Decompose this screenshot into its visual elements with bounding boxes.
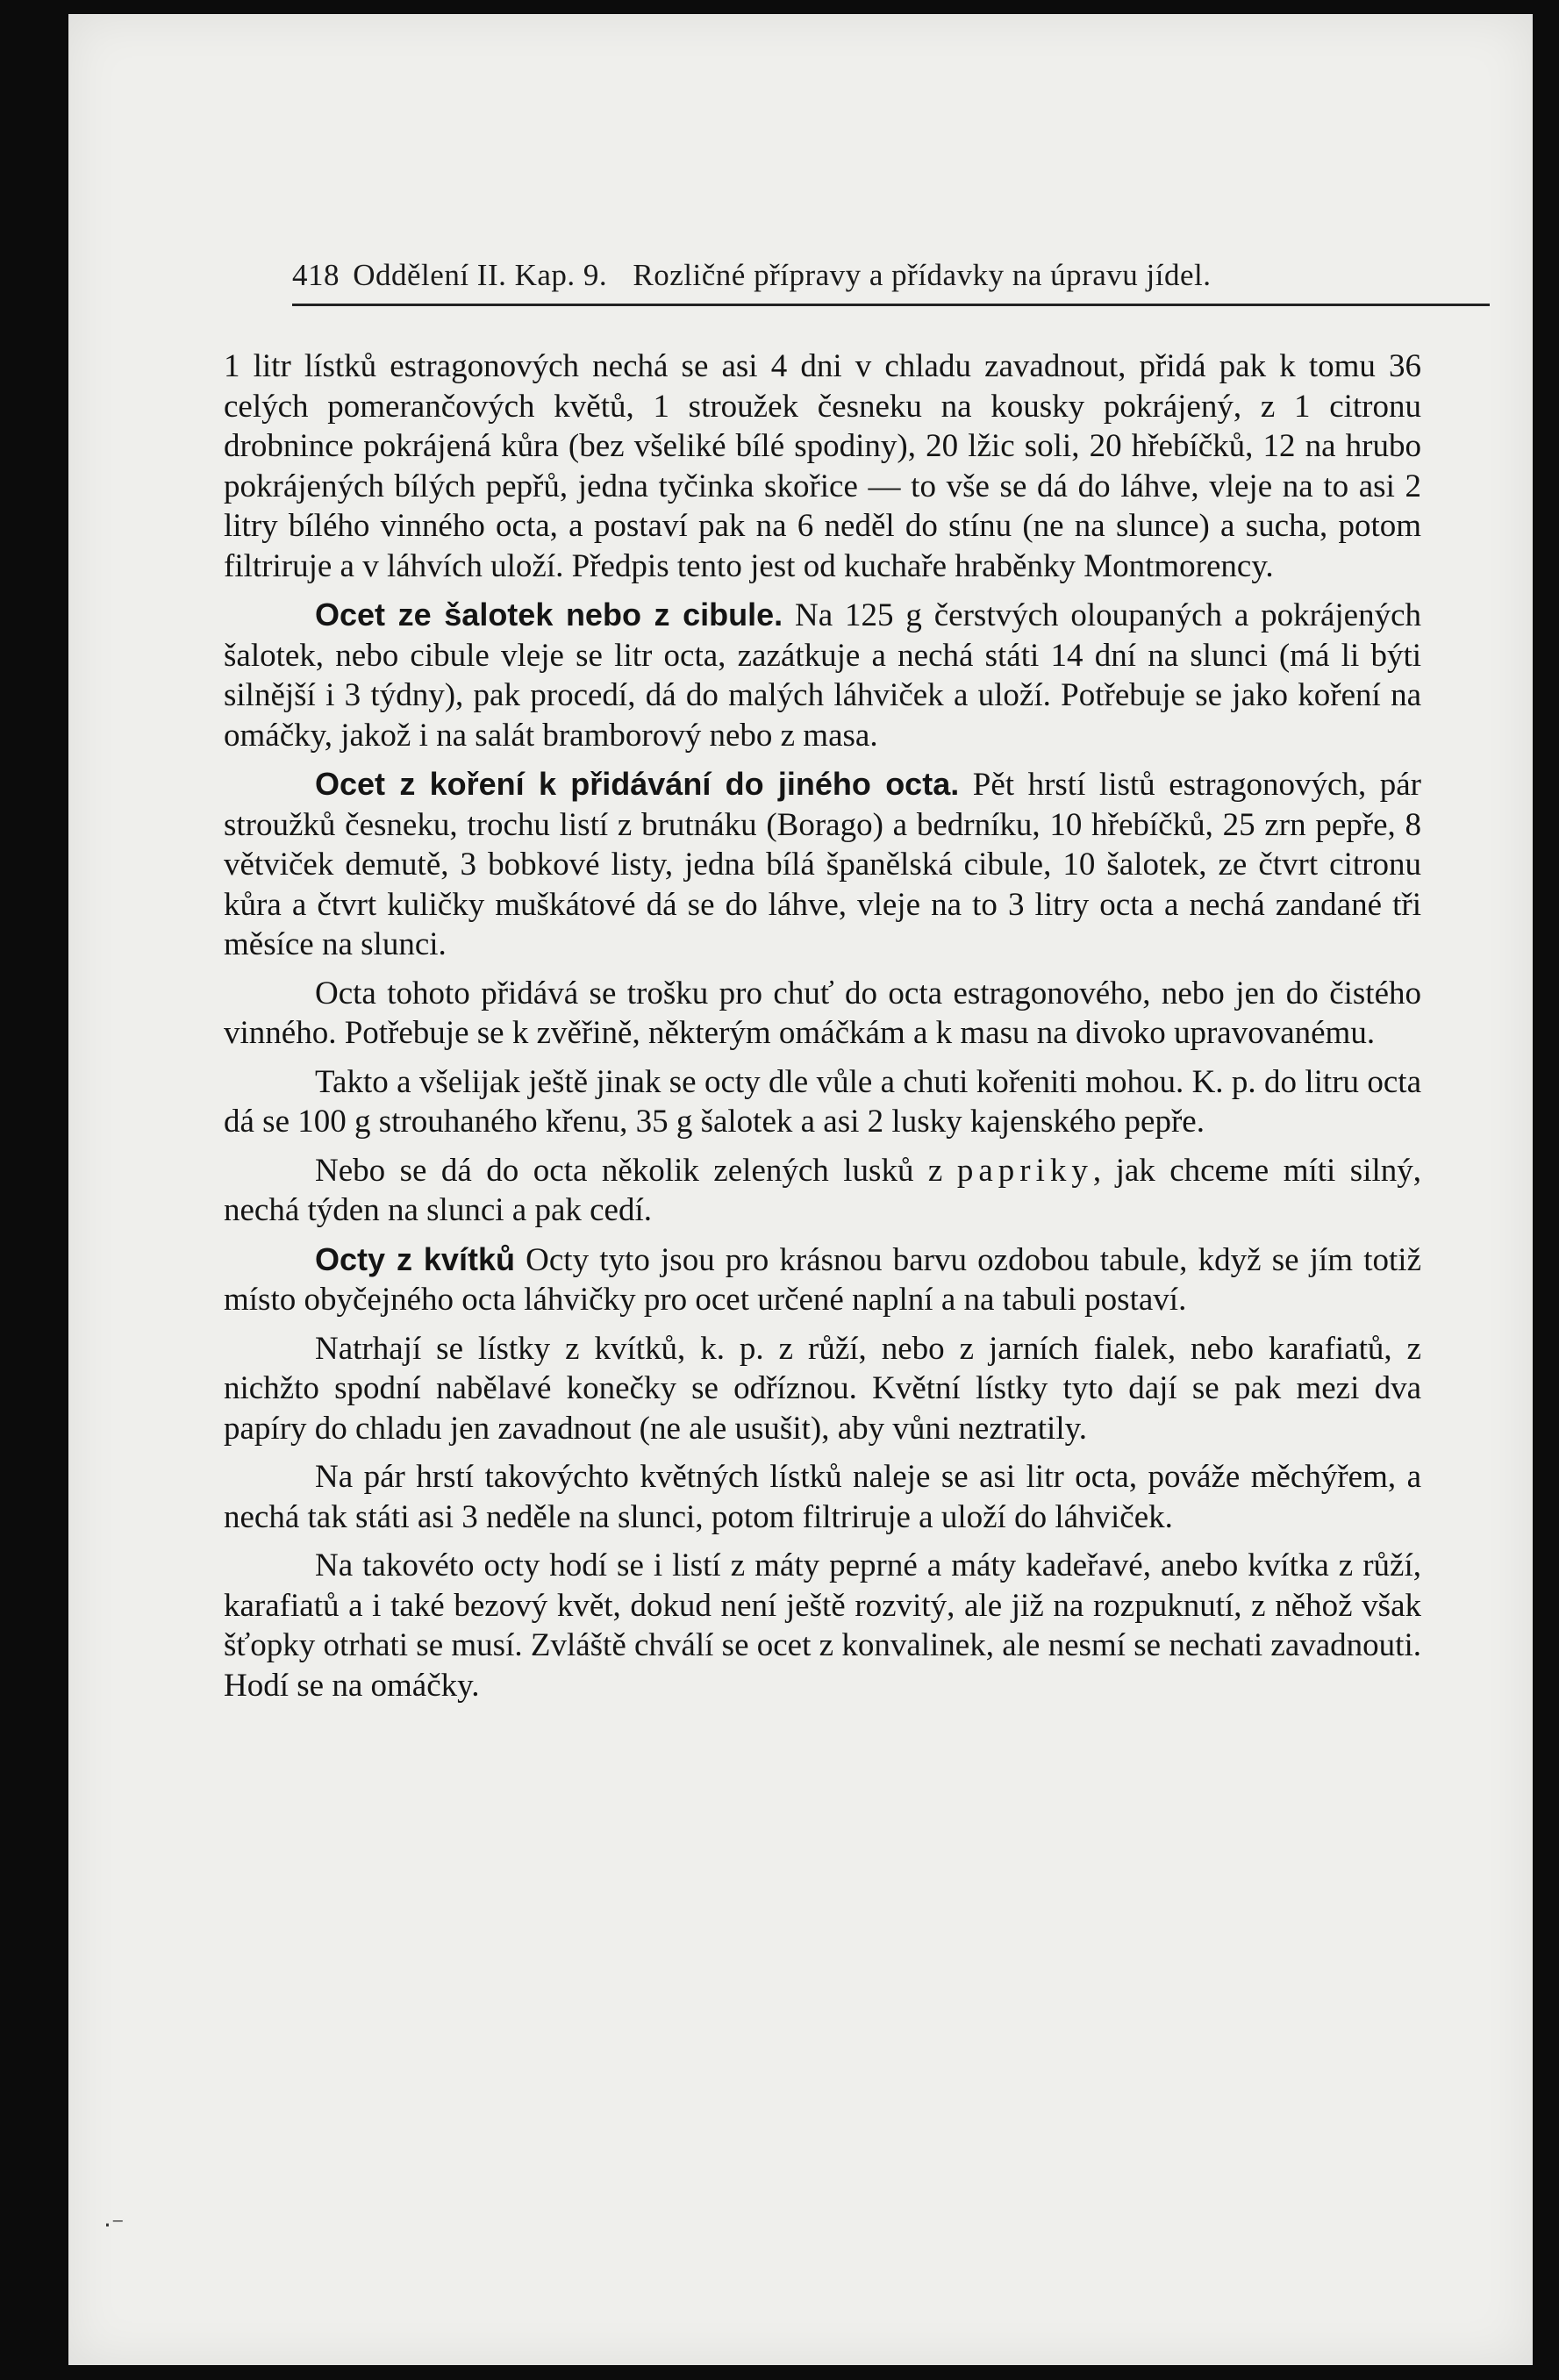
paragraph-spice-vinegar <box>224 764 1421 965</box>
paragraph-flower-vinegar <box>224 1240 1421 1320</box>
paragraph-steeping: Na pár hrstí takovýchto květných lístků naleje se asi litr octa, pováže měchýřem, a nechá tak státi asi 3 neděle na slunci, potom filtriruje a uloží do láhviček. <box>224 1459 1421 1535</box>
text-shallot-vinegar: Na 125 g čerstvých oloupaných a pokrájených šalotek, nebo cibule vleje se litr octa, zazátkuje a nechá státi 14 dní na slunci (má li býti silnější i 3 týdny), pak procedí, dá do malých láhviček a uloží. Potřebuje se jako koření na omáčky, jakož i na salát bramborový nebo z masa. <box>224 597 1422 754</box>
text-spice-vinegar: Pět hrstí listů estragonových, pár stroužků česneku, trochu listí z brutnáku (Borago) a bedrníku, 10 hřebíčků, 25 zrn pepře, 8 větviček demutě, 3 bobkové listy, jedna bílá španělská cibule, 10 šalotek, ze čtvrt citronu kůra a čtvrt kuličky muškátové dá se do láhve, vleje na to 3 litry octa a nechá zandané tři měsíce na slunci. <box>224 767 1422 962</box>
section-label: Oddělení II. Kap. 9. <box>353 258 608 292</box>
text-paprika-before: Nebo se dá do octa několik zelených lusků z <box>315 1152 943 1189</box>
margin-speck: ·⁻ <box>104 2211 125 2240</box>
paragraph-seasoning: Takto a všelijak ještě jinak se octy dle vůle a chuti kořeniti mohou. K. p. do litru octa dá se 100 g strouhaného křenu, 35 g šalotek a asi 2 lusky kajenského pepře. <box>224 1063 1421 1140</box>
text-flower-vinegar: Octy tyto jsou pro krásnou barvu ozdobou tabule, když se jím totiž místo obyčejného octa láhvičky pro ocet určené naplní a na tabuli postaví. <box>224 1241 1421 1318</box>
text-paprika-spaced: papriky <box>956 1152 1093 1189</box>
paragraph-petals: Natrhají se lístky z kvítků, k. p. z růží, nebo z jarních fialek, nebo karafiatů, z nichžto spodní nabělavé konečky se odříznou. Květní lístky tyto dají se pak mezi dva papíry do chladu jen zavadnout (ne ale usušit), aby vůni neztratily. <box>224 1330 1421 1447</box>
heading-shallot-vinegar: Ocet ze šalotek nebo z cibule. <box>315 597 783 633</box>
paragraph-usage: Octa tohoto přidává se trošku pro chuť do octa estragonového, nebo jen do čistého vinného. Potřebuje se k zvěřině, některým omáčkám a k masu na divoko upravovanému. <box>224 975 1421 1051</box>
paragraph-shallot-vinegar <box>224 595 1421 755</box>
heading-spice-vinegar: Ocet z koření k přidávání do jiného octa. <box>315 766 960 802</box>
heading-flower-vinegar: Octy z kvítků <box>315 1240 515 1277</box>
page-number: 418 <box>292 258 340 292</box>
body-text <box>224 347 1421 1714</box>
paragraph-other-flowers: Na takovéto octy hodí se i listí z máty peprné a máty kadeřavé, anebo kvítka z růží, karafiatů a i také bezový květ, dokud není ještě rozvitý, ale již na rozpuknutí, z něhož však šťopky otrhati se musí. Zvláště chválí se ocet z konvalinek, ale nesmí se nechati zavadnouti. Hodí se na omáčky. <box>224 1547 1421 1704</box>
paragraph-paprika <box>224 1151 1421 1231</box>
running-header <box>292 258 1490 306</box>
text-paprika-after: , jak chceme míti silný, nechá týden na slunci a pak cedí. <box>224 1152 1421 1228</box>
chapter-title: Rozličné přípravy a přídavky na úpravu jídel. <box>633 258 1212 292</box>
paragraph-estragon: 1 litr lístků estragonových nechá se asi 4 dni v chladu zavadnout, přidá pak k tomu 36 celých pomerančových květů, 1 stroužek česneku na kousky pokrájený, z 1 citronu drobnince pokrájená kůra (bez všeliké bílé spodiny), 20 lžic soli, 20 hřebíčků, 12 na hrubo pokrájených bílých pepřů, jedna tyčinka skořice — to vše se dá do láhve, vleje na to asi 2 litry bílého vinného octa, a postaví pak na 6 neděl do stínu (ne na slunce) a sucha, potom filtriruje a v láhvích uloží. Předpis tento jest od kuchaře hraběnky Montmorency. <box>224 348 1421 584</box>
